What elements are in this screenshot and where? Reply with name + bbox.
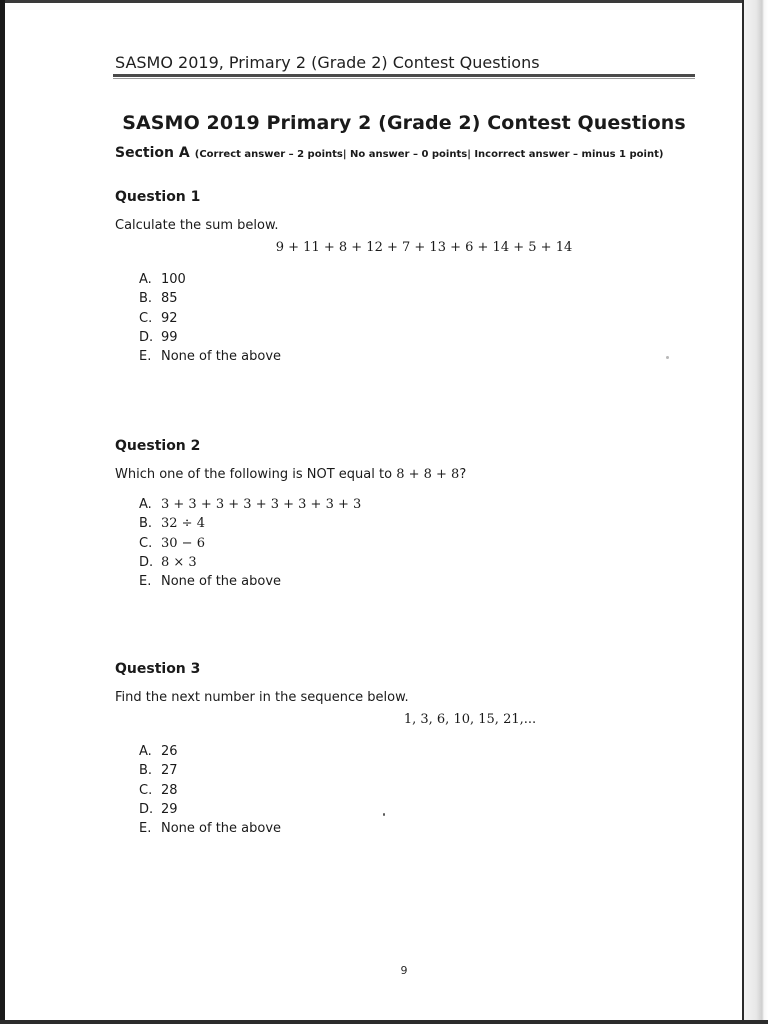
option-letter: C. [139,310,153,326]
option-text: 27 [161,763,178,779]
option-letter: A. [139,744,152,759]
option-e[interactable] [139,819,715,838]
option-d[interactable] [139,328,715,347]
question-3 [115,661,715,838]
option-text: 3 + 3 + 3 + 3 + 3 + 3 + 3 + 3 [161,497,362,512]
option-c[interactable] [139,309,715,328]
option-letter: A. [139,497,152,512]
option-text: 26 [161,744,178,759]
option-text: 30 − 6 [161,535,205,551]
option-letter: D. [139,329,154,345]
option-b[interactable] [139,289,715,308]
option-letter: A. [139,272,152,287]
scan-speck [383,813,385,816]
option-text: None of the above [161,821,282,837]
option-letter: E. [139,821,152,837]
option-letter: E. [139,574,152,590]
option-letter: E. [139,349,152,365]
question-heading: Question 1 [115,189,201,205]
option-text: 32 ÷ 4 [161,516,205,532]
option-a[interactable] [139,270,715,289]
option-letter: B. [139,516,153,532]
option-text: 8 × 3 [161,554,197,570]
scoring-note: (Correct answer – 2 points| No answer – 0 points| Incorrect answer – minus 1 point) [194,149,664,160]
page-number: 9 [400,964,408,977]
answer-options [115,495,715,591]
option-a[interactable] [139,742,715,761]
option-text: 99 [161,329,178,345]
option-b[interactable] [139,761,715,780]
option-d[interactable] [139,800,715,819]
option-c[interactable] [139,781,715,800]
option-letter: D. [139,554,154,570]
question-prompt [115,467,715,483]
document-title: SASMO 2019 Primary 2 (Grade 2) Contest Questions [122,112,686,134]
option-letter: D. [139,801,154,817]
scan-edge-right-line [742,0,744,1024]
answer-options [115,742,715,838]
option-text: 28 [161,782,178,798]
prompt-end: ? [459,467,467,482]
question-prompt: Calculate the sum below. [115,218,279,233]
scan-edge-right [742,0,768,1024]
option-text: 85 [161,291,178,307]
question-heading: Question 3 [115,661,201,677]
option-text: 92 [161,310,178,326]
option-text: None of the above [161,349,282,365]
question-1 [115,189,715,366]
option-a[interactable] [139,495,715,514]
option-text: 29 [161,801,178,817]
option-e[interactable] [139,572,715,591]
option-letter: B. [139,291,153,307]
question-prompt: Find the next number in the sequence below. [115,690,409,705]
section-label: Section A [115,145,190,161]
option-letter: B. [139,763,153,779]
header-rule-thin [113,78,695,79]
question-expression: 1, 3, 6, 10, 15, 21,... [403,712,537,727]
scan-speck [666,356,669,359]
option-b[interactable] [139,514,715,533]
answer-options [115,270,715,366]
section-heading [115,142,663,161]
header-rule [113,74,695,77]
option-c[interactable] [139,534,715,553]
running-header: SASMO 2019, Primary 2 (Grade 2) Contest Questions [115,53,540,72]
prompt-math: 8 + 8 + 8 [396,467,460,482]
option-text: None of the above [161,574,282,590]
option-letter: C. [139,782,153,798]
prompt-text: Which one of the following is NOT equal to [115,467,397,482]
question-2 [115,438,715,591]
option-text: 100 [161,272,186,287]
option-d[interactable] [139,553,715,572]
question-heading: Question 2 [115,438,201,454]
question-expression: 9 + 11 + 8 + 12 + 7 + 13 + 6 + 14 + 5 + 14 [275,240,573,255]
option-letter: C. [139,535,153,551]
option-e[interactable] [139,347,715,366]
